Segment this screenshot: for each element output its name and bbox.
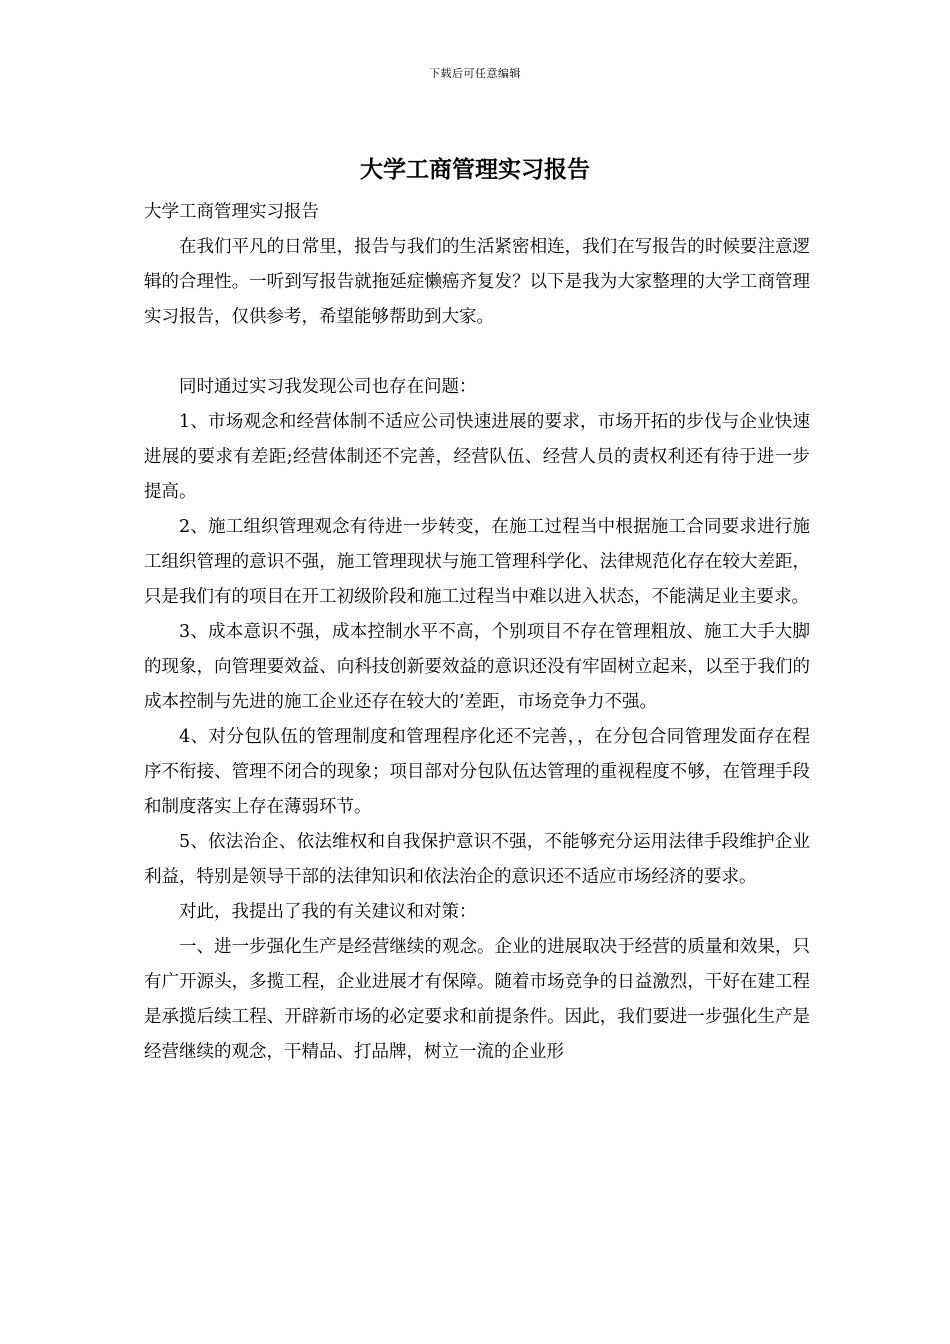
suggestion-item-1: 一、进一步强化生产是经营继续的观念。企业的进展取决于经营的质量和效果，只有广开源头，多揽工程，企业进展才有保障。随着市场竞争的日益激烈，干好在建工程是承揽后续工程、开辟新市场的必定要求和前提条件。因此，我们要进一步强化生产是经营继续的观念，干精品、打品牌，树立一流的企业形	[144, 937, 810, 1062]
problem-item-1: 1、市场观念和经营体制不适应公司快速进展的要求，市场开拓的步伐与企业快速进展的要求有差距;经营体制还不完善，经营队伍、经营人员的责权利还有待于进一步提高。	[144, 412, 810, 502]
problem-item-4: 4、对分包队伍的管理制度和管理程序化还不完善，，在分包合同管理发面存在程序不衔接、管理不闭合的现象；项目部对分包队伍达管理的重视程度不够，在管理手段和制度落实上存在薄弱环节。	[144, 727, 810, 817]
problems-heading: 同时通过实习我发现公司也存在问题：	[179, 377, 477, 397]
problem-item-2: 2、施工组织管理观念有待进一步转变，在施工过程当中根据施工合同要求进行施工组织管理的意识不强，施工管理现状与施工管理科学化、法律规范化存在较大差距，只是我们有的项目在开工初级阶段和施工过程当中难以进入状态，不能满足业主要求。	[144, 517, 810, 607]
paragraph-gap	[144, 335, 810, 370]
document-title: 大学工商管理实习报告	[360, 156, 590, 183]
document-body	[144, 195, 810, 1070]
page-header: 下载后可任意编辑	[429, 67, 521, 80]
document-subtitle: 大学工商管理实习报告	[144, 202, 319, 222]
intro-paragraph: 在我们平凡的日常里，报告与我们的生活紧密相连，我们在写报告的时候要注意逻辑的合理性。一听到写报告就拖延症懒癌齐复发？以下是我为大家整理的大学工商管理实习报告，仅供参考，希望能够帮助到大家。	[144, 237, 810, 327]
suggestions-heading: 对此，我提出了我的有关建议和对策：	[179, 902, 477, 922]
problem-item-5: 5、依法治企、依法维权和自我保护意识不强，不能够充分运用法律手段维护企业利益，特别是领导干部的法律知识和依法治企的意识还不适应市场经济的要求。	[144, 832, 810, 887]
problem-item-3: 3、成本意识不强，成本控制水平不高，个别项目不存在管理粗放、施工大手大脚的现象，向管理要效益、向科技创新要效益的意识还没有牢固树立起来，以至于我们的成本控制与先进的施工企业还存在较大的’差距，市场竞争力不强。	[144, 622, 810, 712]
